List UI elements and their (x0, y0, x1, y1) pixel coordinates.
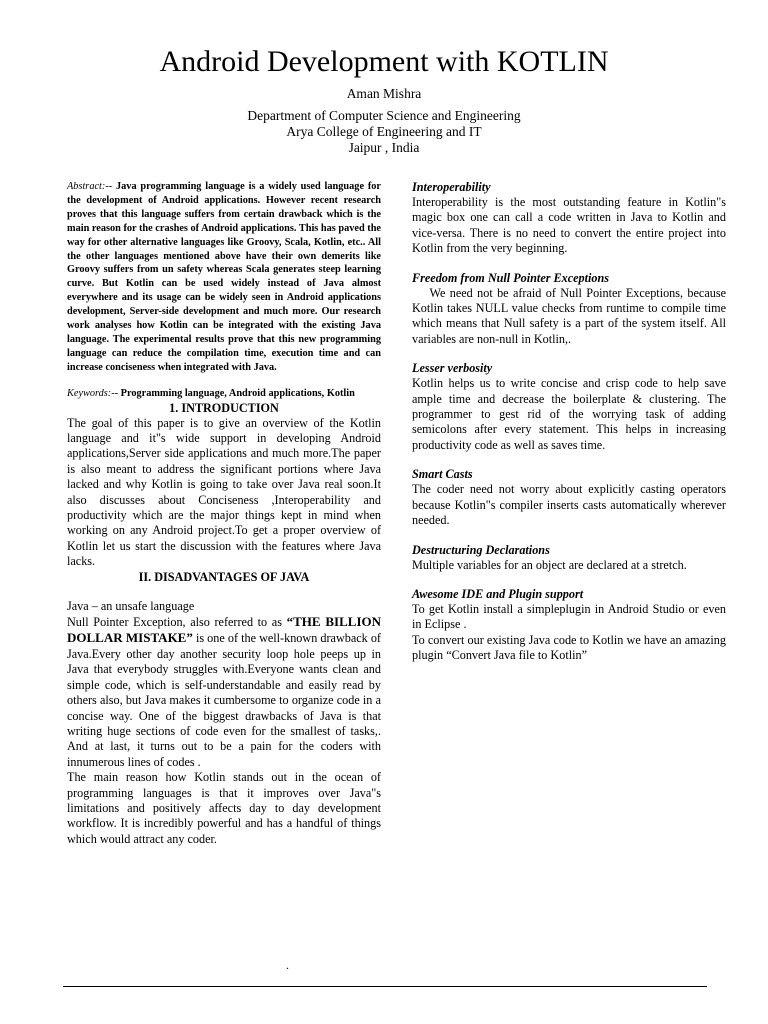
abstract (67, 180, 381, 375)
keywords-label: Keywords:-- (67, 387, 119, 399)
section-heading: Awesome IDE and Plugin support (412, 586, 584, 601)
author-block (0, 86, 768, 156)
disadvantages-text-after: is one of the well-known drawback of Java.Every other day another security loop hole peeps up in Java that everybody struggles with.Everyone wants clean and simple code, which is self-understandable and easily read by others also, but Java makes it cumbersome to organize code in a concise way. One of the biggest drawbacks of Java is that writing huge sections of code even for the smallest of tasks,. And at last, it turns out to be a pain for the coders with innumerous lines of codes . (67, 631, 381, 769)
right-column (412, 180, 730, 678)
author-college: Arya College of Engineering and IT (286, 124, 482, 139)
keywords (67, 387, 381, 401)
left-column (67, 180, 381, 847)
disadvantages-heading: II. DISADVANTAGES OF JAVA (138, 569, 310, 584)
abstract-text: Java programming language is a widely used language for the development of Android applications. However recent research proves that this language suffers from certain drawback which is the main reason for the crashes of Android applications. This has paved the way for other alternative languages like Groovy, Scala, Kotlin, etc.. All the other languages mentioned above have their own demerits like Groovy suffers from un safety whereas Scala generates steep learning curve. But Kotlin can be used widely instead of Java almost everywhere and its usage can be widely seen in Android applications development, Server-side development and much more. Our research work analyses how Kotlin can be integrated with the existing Java language. The experimental results prove that this new programming language can reduce the compilation time, execution time and can increase conciseness when integrated with Java. (67, 181, 381, 373)
section-heading: Smart Casts (412, 467, 473, 482)
disadvantages-subtitle: Java – an unsafe language (67, 598, 195, 613)
main-reason-paragraph: The main reason how Kotlin stands out in the ocean of programming languages is that it improves over Java"s limitations and positively affects day to day development workflow. It is incredibly powerful and has a handful of things which would attract any coder. (67, 770, 381, 846)
section-heading: Interoperability (412, 180, 491, 194)
author-name: Aman Mishra (346, 86, 422, 101)
billion-dollar-mistake: “THE BILLION DOLLAR MISTAKE” (67, 614, 381, 646)
keywords-text: Programming language, Android applications, Kotlin (118, 387, 355, 399)
section-lesser-verbosity (412, 361, 726, 453)
abstract-label: Abstract:-- (67, 181, 113, 192)
section-null-safety (412, 270, 730, 348)
paper-title: Android Development with KOTLIN (159, 45, 609, 78)
disadvantages-text-before: Null Pointer Exception, also referred to as (67, 615, 287, 630)
section-destructuring (412, 543, 726, 573)
author-location: Jaipur , India (348, 140, 420, 155)
section-ide-support (412, 587, 726, 664)
introduction-text: The goal of this paper is to give an overview of the Kotlin language and it"s wide support in developing Android applications,Server side applications and much more.The paper is also meant to address the significant portions where Java lacked and why Kotlin is going to take over Java real soon.It also discusses about Conciseness ,Interoperability and productivity which are the major things kept in mind when working on any Android project.To get a proper overview of Kotlin let us start the discussion with the features where Java lacks. (67, 415, 381, 569)
section-heading: Destructuring Declarations (412, 542, 550, 557)
author-department: Department of Computer Science and Engineering (247, 108, 521, 123)
section-smart-casts (412, 467, 726, 528)
section-text: The coder need not worry about explicitly casting operators because Kotlin"s compiler inserts casts automatically wherever needed. (412, 482, 726, 528)
disadvantages-body (67, 599, 381, 770)
section-text: Interoperability is the most outstanding feature in Kotlin"s magic box one can call a code written in Java to Kotlin and vice-versa. There is no need to convert the entire project into Kotlin from the very beginning. (412, 195, 726, 256)
section-text: We need not be afraid of Null Pointer Exceptions, because Kotlin takes NULL value checks from runtime to compile time which means that Null safety is a part of the system itself. All variables are non-null in Kotlin,. (412, 285, 730, 346)
footer-rule (63, 986, 707, 987)
footer-mark: . (286, 958, 289, 972)
disadvantages-text (67, 614, 381, 770)
section-text: Kotlin helps us to write concise and crisp code to help save ample time and decrease the boilerplate & clustering. The programmer to gest rid of the worrying task of adding semicolons after every statement. This helps in increasing productivity code as well as saves time. (412, 376, 726, 452)
section-heading: Lesser verbosity (412, 361, 493, 376)
section-heading: Freedom from Null Pointer Exceptions (412, 270, 610, 285)
section-text: To get Kotlin install a simpleplugin in Android Studio or even in Eclipse . (412, 601, 726, 632)
section-interoperability (412, 180, 726, 257)
introduction-heading: 1. INTRODUCTION (169, 400, 279, 415)
section-text: Multiple variables for an object are declared at a stretch. (412, 557, 687, 572)
section-text-2: To convert our existing Java code to Kotlin we have an amazing plugin “Convert Java file to Kotlin” (412, 632, 726, 663)
